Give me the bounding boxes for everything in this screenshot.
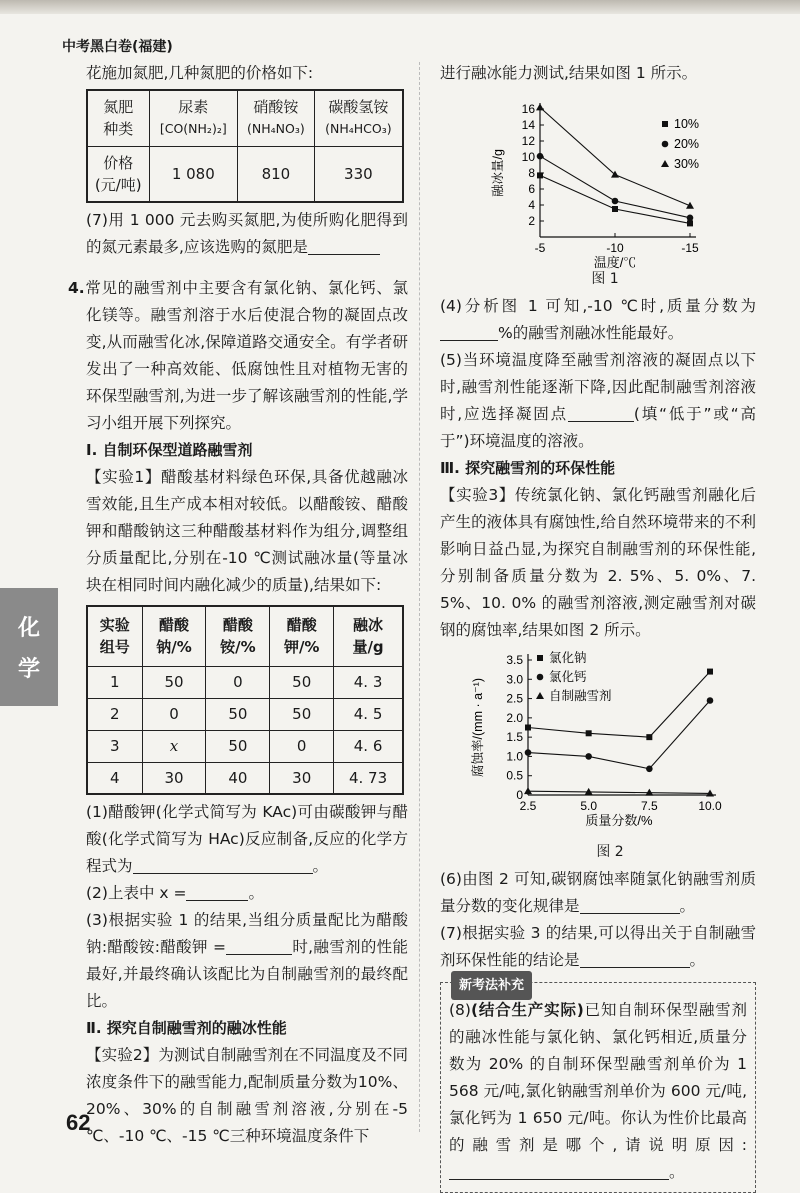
data-point [707,669,713,675]
section-3-title: Ⅲ. 探究融雪剂的环保性能 [440,459,616,477]
figure-1-svg [440,87,740,270]
x-tick-label: 5.0 [580,799,598,813]
page-header-title: 中考黑白卷(福建) [62,39,173,55]
legend-label: 自制融雪剂 [549,689,612,703]
section-1-title: Ⅰ. 自制环保型道路融雪剂 [86,441,253,459]
figure-2-caption: 图 2 [596,844,624,860]
column-divider [419,62,420,1132]
fertilizer-price-table [86,89,404,203]
legend-marker [537,655,543,661]
data-point [646,765,653,772]
figure-2-chart [440,644,756,866]
answer-blank[interactable] [440,323,498,341]
data-point [687,215,694,222]
experiment-3 [440,482,756,644]
exp3-text: 传统氯化钠、氯化钙融雪剂融化后产生的液体具有腐蚀性,给自然环境带来的不利影响日益凸显,为探究自制融雪剂的环保性能,分别制备质量分数为 2. 5%、5. 0%、7. 5%、10. 0% 的融雪剂溶液,测定融雪剂对碳钢的腐蚀率,结果如图 2 所示。 [440,486,756,639]
table-cell: 4. 73 [334,762,403,794]
price-head-line: 价格 [103,153,134,172]
page-number: 62 [66,1110,91,1135]
question-6: (6)由图 2 可知,碳钢腐蚀率随氯化钠融雪剂质量分数的变化规律是 。 [440,870,756,915]
table-cell: 4. 3 [334,666,403,698]
table-row [87,730,403,762]
legend-marker [537,674,544,681]
y-tick-label: 0 [516,788,523,802]
legend-label: 30% [674,157,700,171]
header-line: 醋酸 [222,616,253,635]
q8-label: (8) [449,1001,471,1019]
new-method-box [440,978,756,1193]
q7-text: (7)用 1 000 元去购买氮肥,为使所购化肥得到的氮元素最多,应该选购的氮肥是 [86,211,408,256]
table-cell: 4. 6 [334,730,403,762]
header-line: 实验 [99,616,130,635]
header-line: 组号 [99,638,130,657]
header-line: 融冰 [353,616,384,635]
x-tick-label: 7.5 [640,799,658,813]
price-cell: 1 080 [149,146,238,202]
table-cell: 4. 5 [334,698,403,730]
data-point [525,749,532,756]
exp3-label: 【实验3】 [440,486,515,504]
y-tick-label: 10 [521,150,535,164]
left-column [62,60,408,1150]
table-cell: 50 [206,698,270,730]
answer-blank[interactable] [226,937,292,955]
series-line [528,701,710,769]
header-line: 醋酸 [286,616,317,635]
exp1-text: 醋酸基材料绿色环保,具备优越融冰雪效能,且生产成本相对较低。以醋酸铵、醋酸钾和醋酸钠这三种醋酸基材料作为组分,调整组分质量配比,分别在-10 ℃测试融冰量(等量冰块在相同时间内融化减少的质量),结果如下: [86,468,408,594]
data-point [536,103,544,110]
data-point [537,172,543,178]
table-cell: 0 [142,698,206,730]
exp-table-header [270,606,334,666]
x-tick-label: -5 [534,241,546,255]
table-cell: 0 [270,730,334,762]
table-row [87,666,403,698]
y-tick-label: 1.5 [506,730,523,745]
y-axis-label: 腐蚀率/(mm · a⁻¹) [471,678,485,777]
new-method-tag: 新考法补充 [451,971,532,1000]
question-7-fertilizer [86,207,408,261]
price-cell: 330 [314,146,403,202]
table-cell: 30 [142,762,206,794]
data-point [585,753,592,760]
legend-label: 10% [674,117,700,131]
figure-2-svg [440,644,756,830]
legend-marker [662,121,668,127]
fert-head-cell [87,90,149,146]
q3-text-b: 时,融雪剂的性能最好,并最终确认该配比为自制融雪剂的最终配比。 [86,938,408,1010]
question-4-stem [68,275,408,437]
q1-text: (1)醋酸钾(化学式简写为 KAc)可由碳酸钾与醋酸(化学式简写为 HAc)反应制备,反应的化学方程式为 [86,803,408,875]
exp-table-header [206,606,270,666]
legend-marker [661,160,669,167]
answer-blank[interactable] [580,950,690,968]
table-cell: 50 [270,666,334,698]
y-axis-label: 融冰量/g [491,149,505,197]
table-cell: 50 [270,698,334,730]
experiment-1 [86,464,408,599]
table-cell: x [142,730,206,762]
experiment-2-continued: 进行融冰能力测试,结果如图 1 所示。 [440,64,698,82]
experiment-1-table [86,605,404,795]
y-tick-label: 2.0 [506,710,523,725]
figure-1-chart [440,87,756,293]
exp2-text: 为测试自制融雪剂在不同温度及不同浓度条件下的融雪能力,配制质量分数为10%、20%、30%的自制融雪剂溶液,分别在-5 ℃、-10 ℃、-15 ℃三种环境温度条件下 [86,1046,408,1145]
intro-line: 花施加氮肥,几种氮肥的价格如下: [86,64,314,82]
x-axis-label: 质量分数/% [585,813,653,828]
figure-1-caption: 图 1 [591,271,619,287]
question-8: (8)(结合生产实际)已知自制环保型融雪剂的融冰性能与氯化钠、氯化钙相近,质量分数为 20% 的自制环保型融雪剂单价为 1 568 元/吨,氯化钠融雪剂单价为 600 元/吨,氯化钙为 1 650 元/吨。你认为性价比最高的融雪剂是哪个,请说明原因:。 [449,1001,747,1181]
exp2-label: 【实验2】 [86,1046,159,1064]
y-tick-label: 4 [528,198,535,212]
legend-label: 氯化钠 [549,651,587,665]
legend-marker [536,692,544,699]
exp1-label: 【实验1】 [86,468,162,486]
y-tick-label: 16 [521,102,535,116]
exp-table-header [87,606,142,666]
header-line: 钾/% [283,638,320,657]
header-line: 量/g [352,638,384,657]
answer-blank[interactable] [133,856,313,874]
q3-text-a: (3)根据实验 1 的结果,当组分质量配比为醋酸钠:醋酸铵:醋酸钾 = [86,911,408,956]
fert-formula: (NH₄HCO₃) [325,121,392,137]
header-line: 铵/% [220,638,256,657]
y-tick-label: 2 [528,214,535,228]
q2-text: (2)上表中 x = [86,884,187,902]
q4b-text: %的融雪剂融冰性能最好。 [498,324,684,342]
q6-text: (6)由图 2 可知,碳钢腐蚀率随氯化钠融雪剂质量分数的变化规律是 [440,870,756,915]
table-cell: 50 [206,730,270,762]
y-tick-label: 6 [528,182,535,196]
x-tick-label: -15 [681,241,699,255]
y-tick-label: 2.5 [506,691,523,706]
right-column [440,60,756,1193]
header-line: 醋酸 [159,616,190,635]
table-cell: 1 [87,666,142,698]
fert-head-line: 氮肥 [103,98,134,117]
subject-side-tab [0,588,58,706]
legend-label: 20% [674,137,700,151]
fert-name: 尿素 [178,98,209,117]
fert-col-ammonium-bicarbonate [314,90,403,146]
y-tick-label: 12 [521,134,535,148]
table-cell: 30 [270,762,334,794]
y-tick-label: 8 [528,166,535,180]
question-4-fig [440,293,756,347]
exp-table-header [142,606,206,666]
price-head-line: (元/吨) [94,175,142,194]
data-point [586,730,592,736]
q4a-text: (4)分析图 1 可知,-10 ℃时,质量分数为 [440,297,756,315]
data-point [537,153,544,160]
table-cell: 3 [87,730,142,762]
table-cell: 40 [206,762,270,794]
side-tab-char: 学 [17,657,40,682]
q5b-text: (填“低于”或“高于”)环境温度的溶液。 [440,405,756,450]
answer-blank[interactable] [186,883,248,901]
question-7: (7)根据实验 3 的结果,可以得出关于自制融雪剂环保性能的结论是 。 [440,924,756,969]
fert-col-ammonium-nitrate [238,90,315,146]
y-tick-label: 1.0 [506,749,523,764]
y-tick-label: 3.5 [506,653,523,667]
top-edge-band [0,0,800,14]
table-cell: 50 [142,666,206,698]
data-point [686,202,694,209]
question-1: (1)醋酸钾(化学式简写为 KAc)可由碳酸钾与醋酸(化学式简写为 HAc)反应制备,反应的化学方程式为 。 [86,803,408,875]
y-tick-label: 14 [521,118,535,132]
price-head-cell [87,146,149,202]
table-cell: 2 [87,698,142,730]
data-point [612,198,619,205]
legend-label: 氯化钙 [549,670,587,684]
exp-table-header [334,606,403,666]
q5a-text: (5)当环境温度降至融雪剂溶液的凝固点以下时,融雪剂性能逐渐下降,因此配制融雪剂溶液时,应选择凝固点 [440,351,756,423]
answer-blank[interactable] [449,1162,669,1180]
y-tick-label: 0.5 [506,768,523,783]
legend-marker [662,141,669,148]
price-cell: 810 [238,146,315,202]
question-number: 4. [68,279,85,297]
question-2: (2)上表中 x = 。 [86,884,264,902]
table-row [87,698,403,730]
answer-blank[interactable] [308,237,380,255]
header-line: 钠/% [156,638,192,657]
fert-head-line: 种类 [103,120,134,139]
section-2-title: Ⅱ. 探究自制融雪剂的融冰性能 [86,1019,287,1037]
data-point [525,725,531,731]
table-cell: 0 [206,666,270,698]
data-point [707,697,714,704]
question-3 [86,907,408,1015]
fert-name: 碳酸氢铵 [328,98,389,117]
fert-formula: (NH₄NO₃) [247,121,305,137]
fert-name: 硝酸铵 [253,98,299,117]
table-row [87,762,403,794]
data-point [646,734,652,740]
q8-bold: (结合生产实际) [470,1001,584,1019]
x-tick-label: 2.5 [519,799,537,813]
data-point [612,206,618,212]
answer-blank[interactable] [568,404,634,422]
side-tab-char: 化 [17,616,40,641]
series-line [528,791,710,793]
fert-formula: [CO(NH₂)₂] [159,121,227,137]
q7-text: (7)根据实验 3 的结果,可以得出关于自制融雪剂环保性能的结论是 [440,924,756,969]
x-tick-label: -10 [606,241,624,255]
table-cell: 4 [87,762,142,794]
experiment-2 [86,1042,408,1150]
question-5 [440,347,756,455]
fert-col-urea [149,90,238,146]
x-tick-label: 10.0 [698,799,722,813]
data-point [687,220,693,226]
q4-text: 常见的融雪剂中主要含有氯化钠、氯化钙、氯化镁等。融雪剂溶于水后使混合物的凝固点改变,从而融雪化冰,保障道路交通安全。有学者研发出了一种高效能、低腐蚀性且对植物无害的环保型融雪剂,为进一步了解该融雪剂的性能,学习小组开展下列探究。 [84,279,408,432]
answer-blank[interactable] [580,896,680,914]
y-tick-label: 3.0 [506,672,523,687]
x-axis-label: 温度/℃ [593,255,637,270]
q8-text: 已知自制环保型融雪剂的融冰性能与氯化钠、氯化钙相近,质量分数为 20% 的自制环保型融雪剂单价为 1 568 元/吨,氯化钠融雪剂单价为 600 元/吨,氯化钙为 1 650 元/吨。你认为性价比最高的融雪剂是哪个,请说明原因: [449,1001,747,1154]
